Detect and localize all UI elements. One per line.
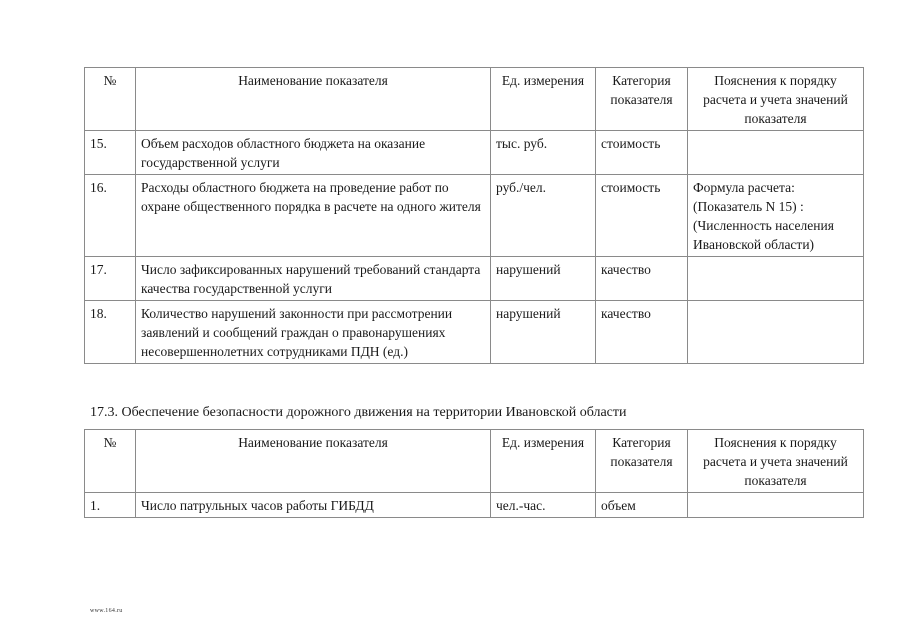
row-indicator-name: Расходы областного бюджета на проведение работ по охране общественного порядка в расчете на одного жителя	[136, 175, 491, 257]
header-number: №	[85, 430, 136, 493]
indicators-table-1	[84, 67, 864, 364]
row-notes	[688, 301, 864, 364]
table-row	[85, 131, 864, 175]
row-indicator-name: Количество нарушений законности при рассмотрении заявлений и сообщений граждан о правонарушениях несовершеннолетних сотрудниками ПДН (ед.)	[136, 301, 491, 364]
row-category: стоимость	[596, 131, 688, 175]
row-unit: тыс. руб.	[491, 131, 596, 175]
table-row	[85, 257, 864, 301]
footer-watermark: www.164.ru	[90, 608, 123, 614]
row-unit: нарушений	[491, 301, 596, 364]
row-indicator-name: Число зафиксированных нарушений требований стандарта качества государственной услуги	[136, 257, 491, 301]
row-unit: нарушений	[491, 257, 596, 301]
row-notes: Формула расчета: (Показатель N 15) : (Численность населения Ивановской области)	[688, 175, 864, 257]
header-indicator-name: Наименование показателя	[136, 68, 491, 131]
row-notes	[688, 493, 864, 518]
table-header-row	[85, 68, 864, 131]
row-unit: руб./чел.	[491, 175, 596, 257]
row-indicator-name: Число патрульных часов работы ГИБДД	[136, 493, 491, 518]
row-notes	[688, 257, 864, 301]
row-number: 18.	[85, 301, 136, 364]
header-unit: Ед. измерения	[491, 68, 596, 131]
row-number: 16.	[85, 175, 136, 257]
section-title: 17.3. Обеспечение безопасности дорожного движения на территории Ивановской области	[90, 405, 627, 420]
row-number: 15.	[85, 131, 136, 175]
header-category: Категория показателя	[596, 430, 688, 493]
table-row	[85, 301, 864, 364]
row-number: 1.	[85, 493, 136, 518]
header-number: №	[85, 68, 136, 131]
row-notes	[688, 131, 864, 175]
row-category: качество	[596, 301, 688, 364]
header-indicator-name: Наименование показателя	[136, 430, 491, 493]
table-row	[85, 175, 864, 257]
header-unit: Ед. измерения	[491, 430, 596, 493]
header-notes: Пояснения к порядку расчета и учета значений показателя	[688, 68, 864, 131]
table-header-row	[85, 430, 864, 493]
row-category: качество	[596, 257, 688, 301]
header-notes: Пояснения к порядку расчета и учета значений показателя	[688, 430, 864, 493]
row-category: стоимость	[596, 175, 688, 257]
header-category: Категория показателя	[596, 68, 688, 131]
indicators-table-2	[84, 429, 864, 518]
row-indicator-name: Объем расходов областного бюджета на оказание государственной услуги	[136, 131, 491, 175]
row-number: 17.	[85, 257, 136, 301]
table-row	[85, 493, 864, 518]
row-category: объем	[596, 493, 688, 518]
row-unit: чел.-час.	[491, 493, 596, 518]
